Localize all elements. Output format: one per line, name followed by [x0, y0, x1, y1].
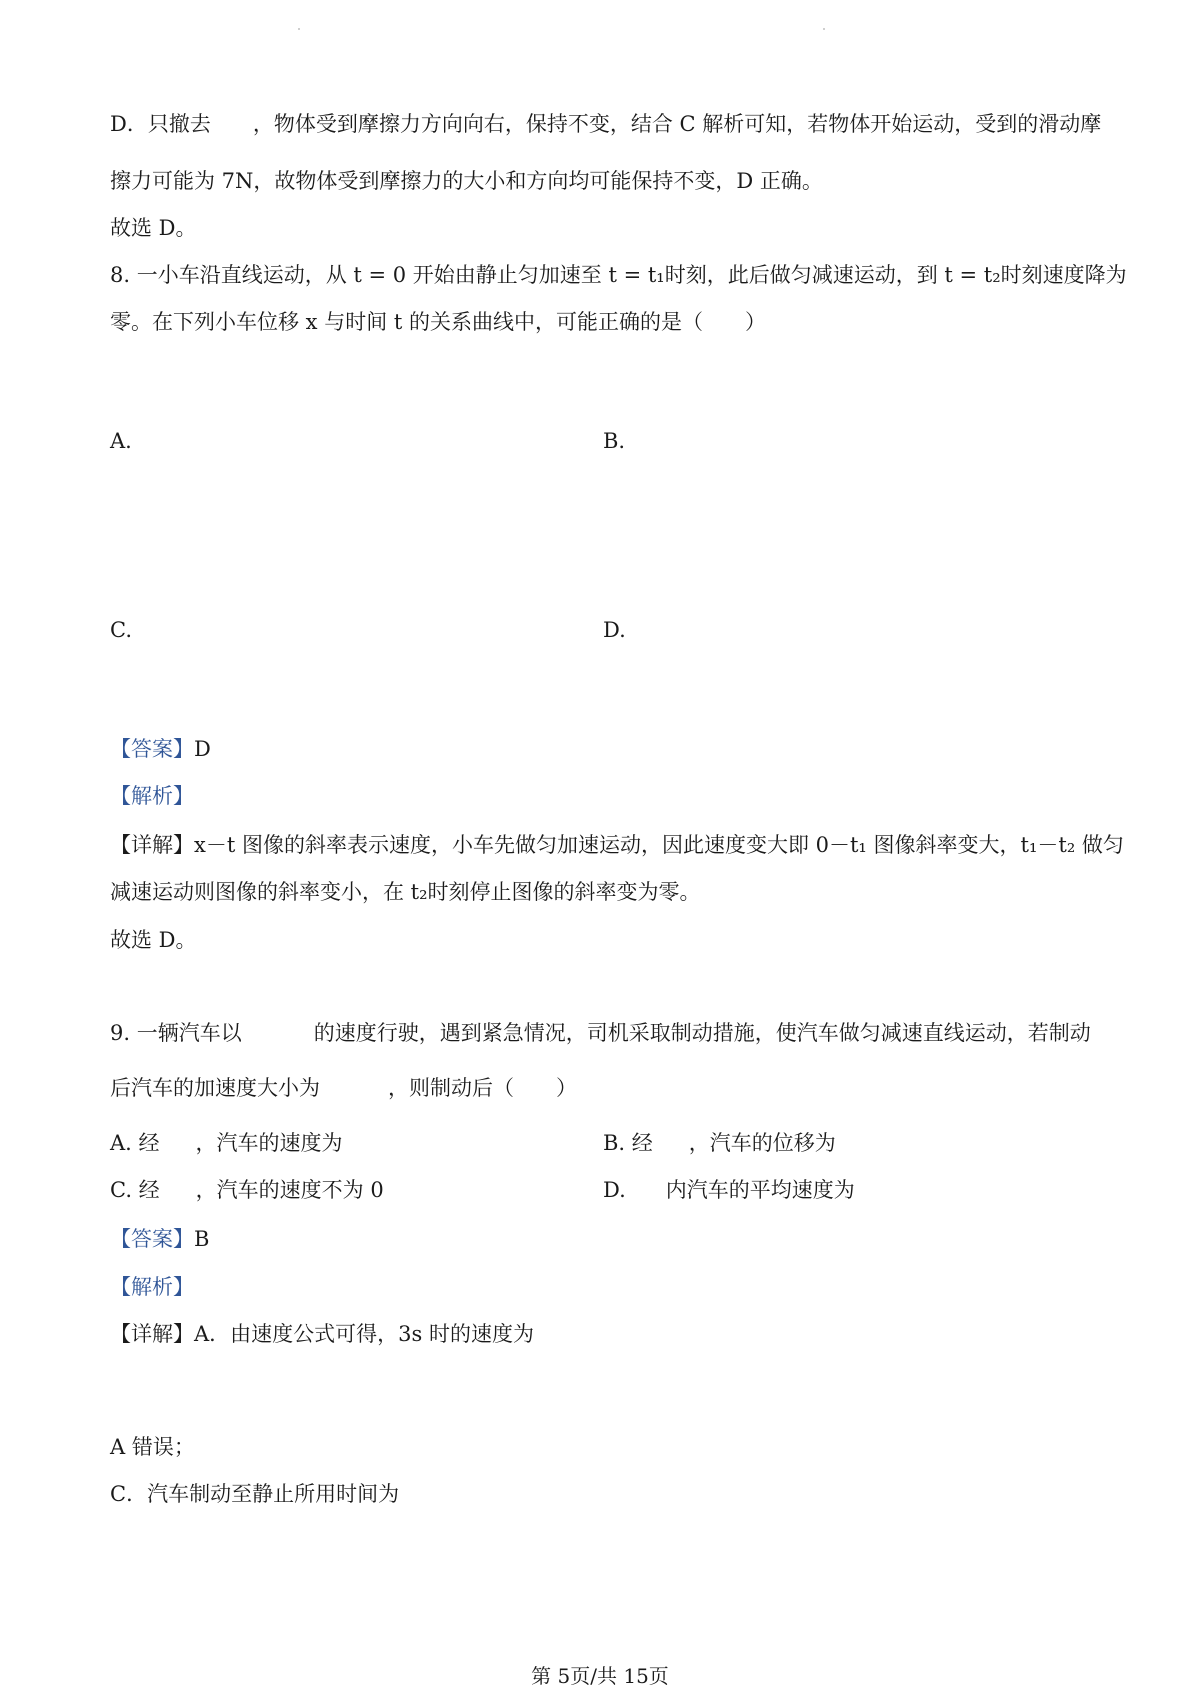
- q9-option-a: A. 经 ，汽车的速度为: [110, 1131, 343, 1155]
- q9-option-c: C. 经 ，汽车的速度不为 0: [110, 1178, 384, 1202]
- q8-answer: [110, 734, 211, 764]
- prev-choose: 故选 D。: [110, 216, 197, 240]
- q8-detail-line1: 【详解】x－t 图像的斜率表示速度，小车先做匀加速运动，因此速度变大即 0－t₁ 图像斜率变大，t₁－t₂ 做匀: [110, 833, 1124, 857]
- q8-option-a: A.: [110, 429, 132, 453]
- q8-option-c: C.: [110, 618, 132, 642]
- q8-analysis-tag: 【解析】: [110, 784, 194, 808]
- q8-choose: 故选 D。: [110, 928, 197, 952]
- q9-option-d: D. 内汽车的平均速度为: [603, 1178, 855, 1202]
- q8-stem-line1: 8. 一小车沿直线运动，从 t = 0 开始由静止匀加速至 t = t₁时刻，此后做匀减速运动，到 t = t₂时刻速度降为: [110, 263, 1127, 287]
- q8-stem-line2: 零。在下列小车位移 x 与时间 t 的关系曲线中，可能正确的是（ ）: [110, 310, 766, 334]
- q9-a-wrong: A 错误；: [110, 1435, 195, 1459]
- q8-detail-line2: 减速运动则图像的斜率变小，在 t₂时刻停止图像的斜率变为零。: [110, 880, 701, 904]
- answer-value: B: [194, 1227, 210, 1251]
- q8-option-b: B.: [603, 429, 626, 453]
- scan-mark: [298, 28, 300, 30]
- q9-analysis-tag: 【解析】: [110, 1275, 194, 1299]
- answer-value: D: [194, 737, 211, 761]
- q9-stem-line2: 后汽车的加速度大小为 ，则制动后（ ）: [110, 1076, 577, 1100]
- page-footer: 第 5页/共 15页: [531, 1664, 669, 1688]
- q9-c-line: C．汽车制动至静止所用时间为: [110, 1482, 400, 1506]
- detail-tag: 【详解】: [110, 1322, 194, 1346]
- detail-tag: 【详解】: [110, 833, 194, 857]
- q9-detail-line1: 【详解】A．由速度公式可得，3s 时的速度为: [110, 1322, 534, 1346]
- prev-d-line1: D．只撤去 ，物体受到摩擦力方向向右，保持不变，结合 C 解析可知，若物体开始运动，受到的滑动摩: [110, 112, 1102, 136]
- prev-d-line2: 擦力可能为 7N，故物体受到摩擦力的大小和方向均可能保持不变，D 正确。: [110, 169, 823, 193]
- answer-tag: 【答案】: [110, 737, 194, 761]
- scan-mark: [823, 28, 825, 30]
- q8-option-d: D.: [603, 618, 626, 642]
- q9-answer: [110, 1224, 209, 1254]
- answer-tag: 【答案】: [110, 1227, 194, 1251]
- q9-stem-line1: 9. 一辆汽车以 的速度行驶，遇到紧急情况，司机采取制动措施，使汽车做匀减速直线运动，若制动: [110, 1021, 1091, 1045]
- q9-option-b: B. 经 ，汽车的位移为: [603, 1131, 836, 1155]
